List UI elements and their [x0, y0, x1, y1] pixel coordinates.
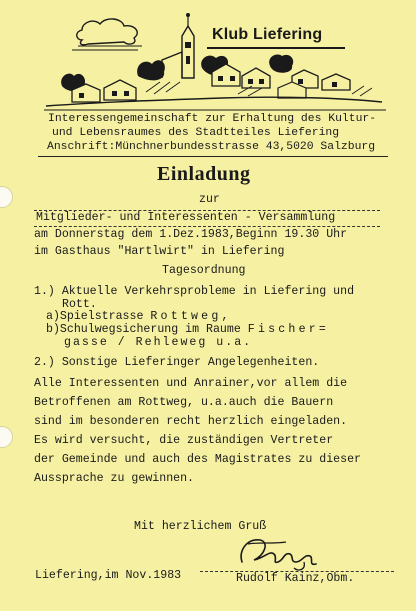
meeting-location: im Gasthaus "Hartlwirt" in Liefering: [34, 245, 285, 258]
agenda-item-1: 1.) Aktuelle Verkehrsprobleme in Liefering und: [34, 285, 355, 298]
agenda-item-1b-continued: gasse / Rehleweg u.a.: [64, 336, 253, 349]
meeting-date-time: am Donnerstag dem 1.Dez.1983,Beginn 19.30 Uhr: [34, 228, 348, 241]
paragraph-1-line-2: Betroffenen am Rottweg, u.a.auch die Bauern: [34, 396, 334, 409]
village-illustration: [42, 6, 388, 114]
agenda-item-1b-prefix: b)Schulwegsicherung im Raume: [46, 323, 241, 336]
agenda-item-1a: [46, 310, 232, 323]
handwritten-signature: [234, 532, 324, 574]
paragraph-2-line-2: der Gemeinde und auch des Magistrates zu dieser: [34, 453, 361, 466]
signatory-name: Rudolf Kainz,Obm.: [236, 572, 355, 585]
paragraph-1-line-3: sind im besonderen recht herzlich eingeladen.: [34, 415, 348, 428]
agenda-item-1a-prefix: a)Spielstrasse: [46, 310, 144, 323]
paragraph-2-line-1: Es wird versucht, die zuständigen Vertreter: [34, 434, 334, 447]
punch-hole-bottom: [0, 426, 13, 448]
header-line-2: und Lebensraumes des Stadtteiles Liefering: [52, 127, 340, 139]
closing-greeting: Mit herzlichem Gruß: [134, 520, 267, 533]
agenda-item-1a-street: Rottweg,: [150, 310, 232, 323]
meeting-subject: Mitglieder- und Interessenten - Versammlung: [36, 211, 336, 224]
paragraph-2-line-3: Aussprache zu gewinnen.: [34, 472, 195, 485]
paragraph-1-line-1: Alle Interessenten und Anrainer,vor allem die: [34, 377, 348, 390]
subject-rule-bottom: [34, 226, 380, 227]
agenda-heading: Tagesordnung: [162, 264, 246, 277]
header-line-1: Interessengemeinschaft zur Erhaltung des Kultur-: [48, 113, 377, 125]
zur-text: zur: [199, 193, 220, 206]
club-name: Klub Liefering: [212, 26, 323, 43]
agenda-item-1b: [46, 323, 329, 336]
punch-hole-top: [0, 186, 13, 208]
agenda-item-1b-street: Fischer=: [247, 323, 330, 336]
agenda-item-2: 2.) Sonstige Lieferinger Angelegenheiten.: [34, 356, 320, 369]
header-divider: [38, 156, 388, 157]
header-address: Anschrift:Münchnerbundesstrasse 43,5020 Salzburg: [47, 141, 376, 153]
place-and-date: Liefering,im Nov.1983: [35, 569, 182, 582]
page-title: Einladung: [157, 163, 251, 185]
agenda-item-1-continued: Rott.: [62, 298, 97, 311]
club-name-underline: [207, 47, 345, 49]
